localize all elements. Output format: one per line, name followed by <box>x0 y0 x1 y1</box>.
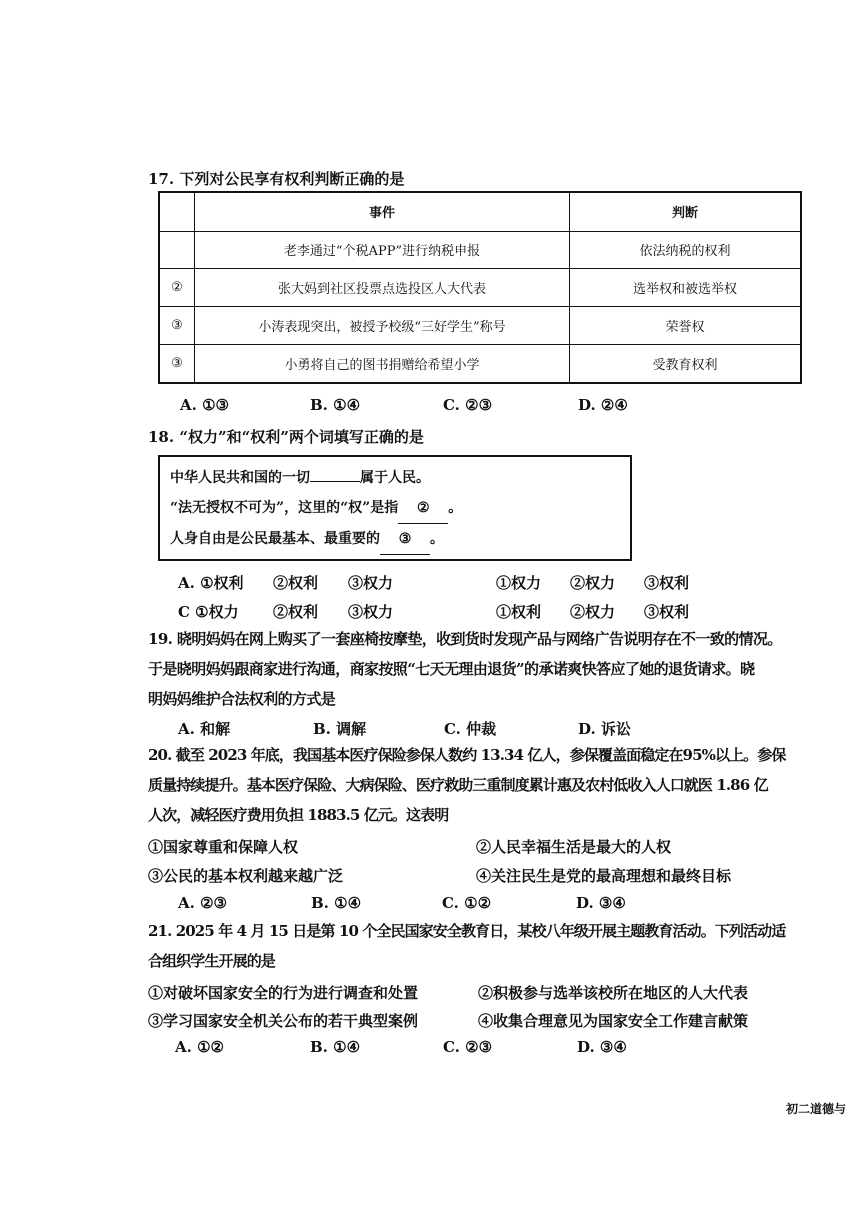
option-d[interactable]: D. ③④ <box>577 1038 627 1056</box>
option-d[interactable]: D. ③④ <box>576 894 626 912</box>
blank-1 <box>310 481 360 482</box>
option-d[interactable]: D. 诉讼 <box>578 720 631 738</box>
row-judgment: 选举权和被选举权 <box>570 269 802 307</box>
option-a[interactable]: A. ①② <box>175 1038 224 1056</box>
statement-3: ③学习国家安全机关公布的若干典型案例 <box>148 1012 419 1030</box>
q19-line: 19. 晓明妈妈在网上购买了一套座椅按摩垫，收到货时发现产品与网络广告说明存在不一致的情况。 <box>148 630 782 648</box>
row-event: 小涛表现突出，被授予校级“三好学生”称号 <box>195 307 570 345</box>
box-line3-post: 。 <box>430 531 444 547</box>
box-line1-post: 属于人民。 <box>360 470 430 486</box>
option-b-1[interactable]: ①权力 <box>496 574 542 592</box>
q19-line: 明妈妈维护合法权利的方式是 <box>148 690 336 708</box>
option-a-1[interactable]: A. ①权利 <box>178 574 244 592</box>
box-line1-text: 中华人民共和国的一切 <box>170 470 310 486</box>
box-line-3 <box>170 524 620 555</box>
option-b[interactable]: B. ①④ <box>311 894 362 912</box>
q18-stem: 18. “权力”和“权利”两个词填写正确的是 <box>148 428 424 446</box>
option-a-2: ②权利 <box>273 574 319 592</box>
option-a[interactable]: A. ②③ <box>178 894 227 912</box>
statement-1: ①国家尊重和保障人权 <box>148 838 299 856</box>
option-a[interactable]: A. ①③ <box>180 396 229 414</box>
option-c-2: ②权利 <box>273 603 319 621</box>
table-row <box>159 344 801 383</box>
row-event: 小勇将自己的图书捐赠给希望小学 <box>195 344 570 383</box>
row-num: ② <box>159 269 195 307</box>
q20-stem <box>148 740 840 830</box>
option-b-2: ②权力 <box>570 574 616 592</box>
option-b[interactable]: B. ①④ <box>310 396 361 414</box>
option-b[interactable]: B. 调解 <box>313 720 367 738</box>
statement-4: ④关注民生是党的最高理想和最终目标 <box>476 867 732 885</box>
q20-line: 质量持续提升。基本医疗保险、大病保险、医疗救助三重制度累计惠及农村低收入人口就医 1.86 亿 <box>148 776 768 794</box>
option-c-1[interactable]: C ①权力 <box>178 603 239 621</box>
page-footer: 初二道德与 <box>786 1102 847 1116</box>
row-num: ③ <box>159 344 195 383</box>
q21-line: 21. 2025 年 4 月 15 日是第 10 个全民国家安全教育日，某校八年级开展主题教育活动。下列活动适 <box>148 922 786 940</box>
row-num <box>159 231 195 269</box>
q19-line: 于是晓明妈妈跟商家进行沟通，商家按照“七天无理由退货”的承诺爽快答应了她的退货请求。晓 <box>148 660 755 678</box>
statement-2: ②人民幸福生活是最大的人权 <box>476 838 672 856</box>
blank-3: ③ <box>380 524 430 555</box>
statement-4: ④收集合理意见为国家安全工作建言献策 <box>478 1012 749 1030</box>
option-d-3: ③权利 <box>644 603 690 621</box>
option-a-3: ③权力 <box>348 574 394 592</box>
q19-stem <box>148 624 840 714</box>
table-row <box>159 307 801 345</box>
table-row <box>159 231 801 269</box>
q21-line: 合组织学生开展的是 <box>148 952 275 970</box>
blank-2: ② <box>398 493 448 524</box>
option-c-3: ③权力 <box>348 603 394 621</box>
option-c[interactable]: C. 仲裁 <box>444 720 497 738</box>
option-b[interactable]: B. ①④ <box>310 1038 361 1056</box>
table-row <box>159 269 801 307</box>
box-line3-text: 人身自由是公民最基本、最重要的 <box>170 531 380 547</box>
option-c[interactable]: C. ②③ <box>443 1038 493 1056</box>
row-event: 老李通过“个税APP”进行纳税申报 <box>195 231 570 269</box>
row-event: 张大妈到社区投票点选投区人大代表 <box>195 269 570 307</box>
option-d-1[interactable]: ①权利 <box>496 603 542 621</box>
table-header-judgment: 判断 <box>570 192 802 231</box>
q20-line: 人次，减轻医疗费用负担 1883.5 亿元。这表明 <box>148 806 449 824</box>
q18-fill-box <box>158 455 632 561</box>
table-header-num <box>159 192 195 231</box>
row-judgment: 依法纳税的权利 <box>570 231 802 269</box>
q17-stem: 17. 下列对公民享有权利判断正确的是 <box>148 170 405 188</box>
option-a[interactable]: A. 和解 <box>178 720 231 738</box>
q21-stem <box>148 916 840 976</box>
option-c[interactable]: C. ②③ <box>443 396 493 414</box>
statement-2: ②积极参与选举该校所在地区的人大代表 <box>478 984 749 1002</box>
box-line2-text: “法无授权不可为”，这里的“权”是指 <box>170 500 399 516</box>
row-judgment: 荣誉权 <box>570 307 802 345</box>
box-line2-post: 。 <box>448 500 463 516</box>
option-c[interactable]: C. ①② <box>442 894 492 912</box>
box-line-1 <box>170 463 620 493</box>
option-b-3: ③权利 <box>644 574 690 592</box>
option-d-2: ②权力 <box>570 603 616 621</box>
q20-line: 20. 截至 2023 年底，我国基本医疗保险参保人数约 13.34 亿人，参保覆盖面稳定在95%以上。参保 <box>148 746 786 764</box>
table-header-event: 事件 <box>195 192 570 231</box>
row-judgment: 受教育权利 <box>570 344 802 383</box>
q17-table <box>158 191 802 384</box>
box-line-2 <box>170 493 620 524</box>
option-d[interactable]: D. ②④ <box>578 396 628 414</box>
row-num: ③ <box>159 307 195 345</box>
statement-3: ③公民的基本权利越来越广泛 <box>148 867 344 885</box>
statement-1: ①对破坏国家安全的行为进行调查和处置 <box>148 984 419 1002</box>
